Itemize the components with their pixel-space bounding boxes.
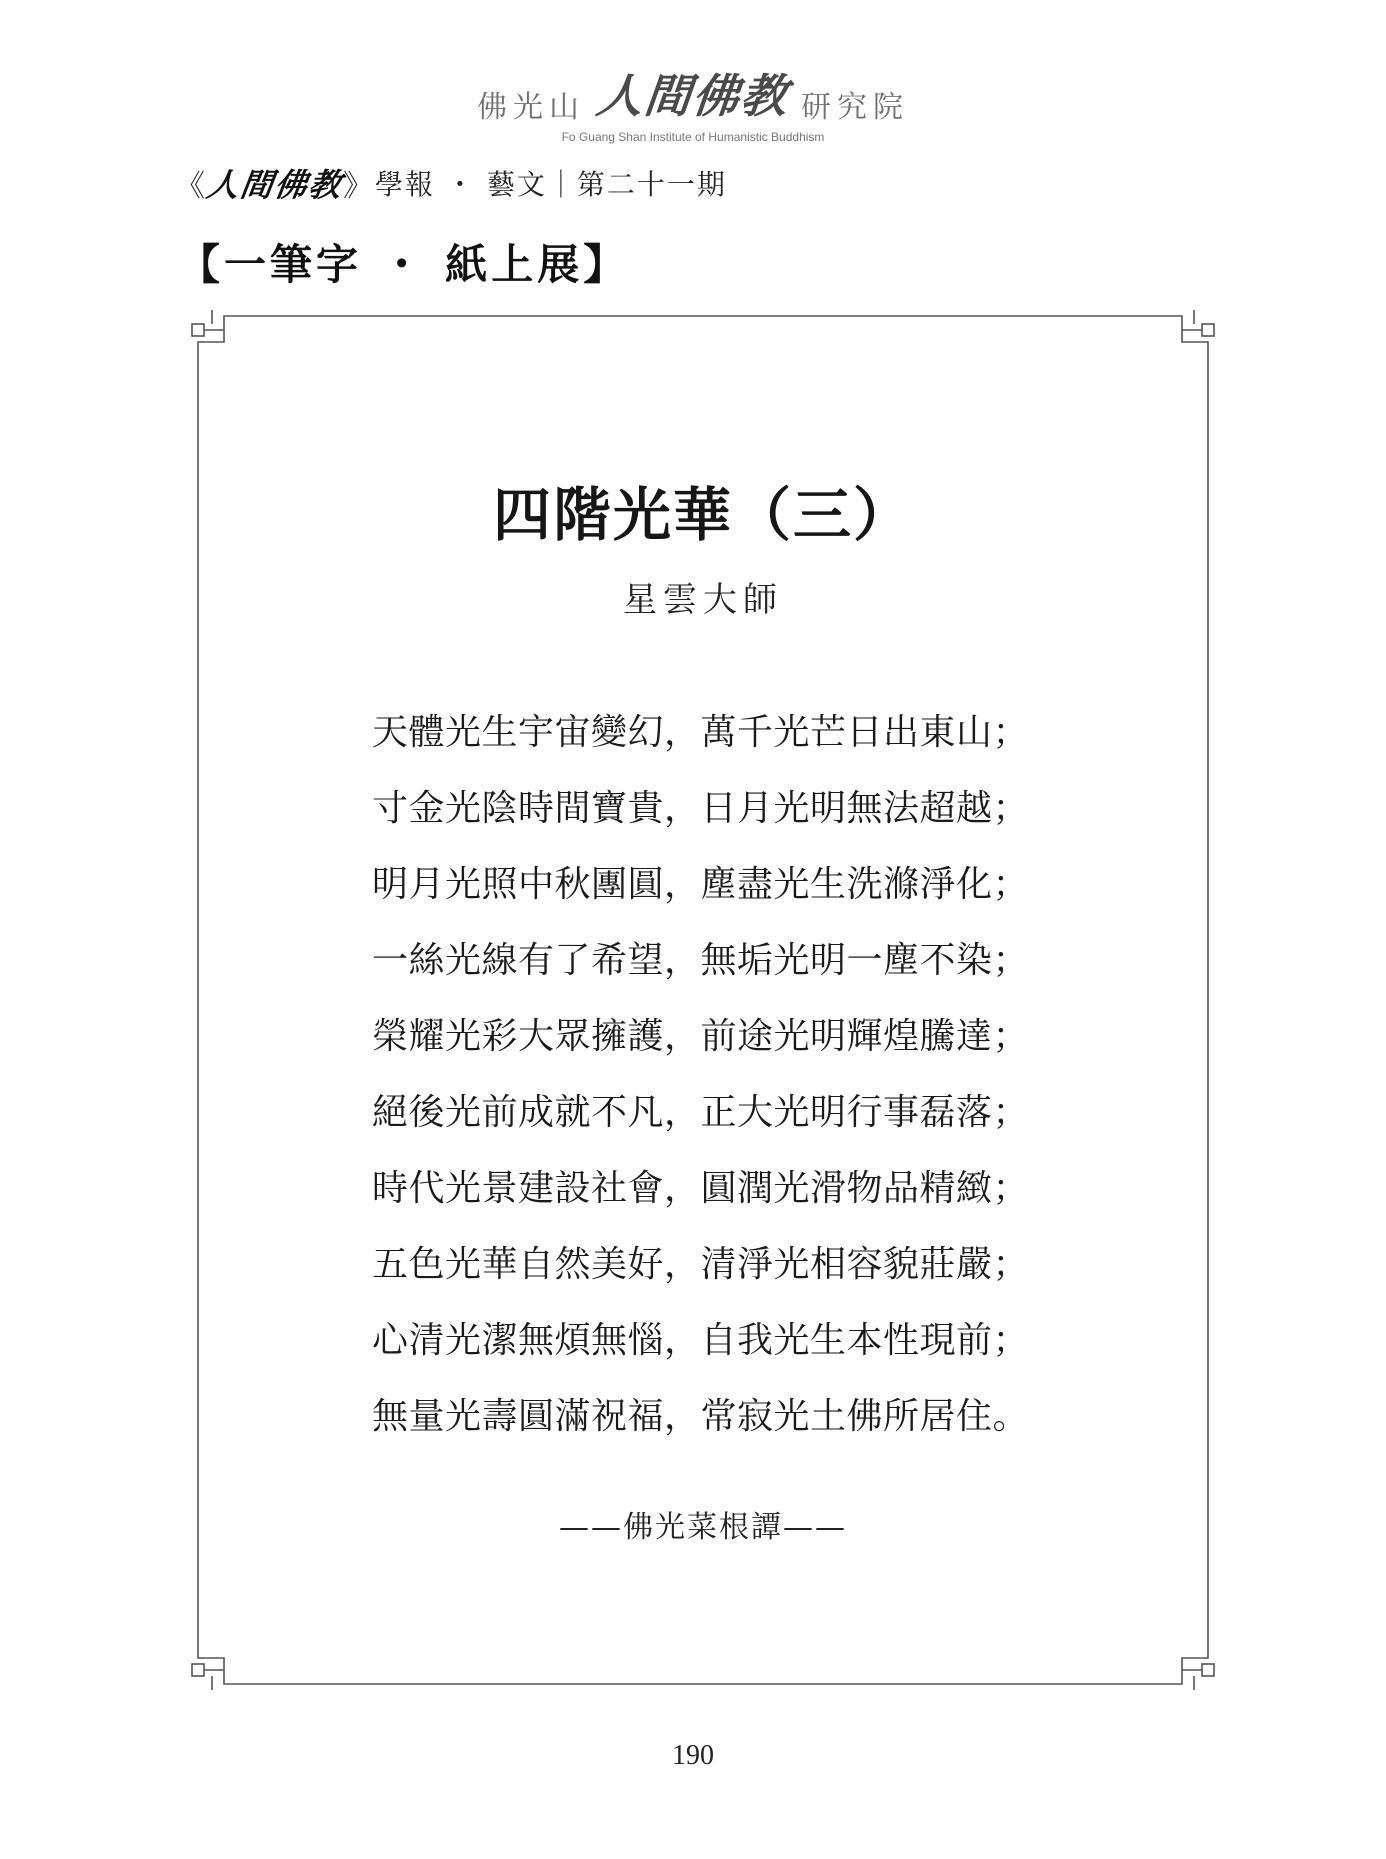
poem-line: 明月光照中秋團圓，塵盡光生洗滌淨化；	[372, 864, 1030, 905]
poem-line: 心清光潔無煩無惱，自我光生本性現前；	[372, 1320, 1030, 1361]
artwork-author: 星雲大師	[623, 580, 783, 620]
institute-prefix: 佛光山	[477, 90, 585, 125]
poem-line: 榮耀光彩大眾擁護，前途光明輝煌騰達；	[372, 1016, 1030, 1057]
poem-line: 絕後光前成就不凡，正大光明行事磊落；	[372, 1092, 1030, 1133]
journal-name-calligraphy: 人間佛教	[204, 166, 346, 204]
poem-line: 時代光景建設社會，圓潤光滑物品精緻；	[372, 1168, 1030, 1209]
page-number: 190	[672, 1740, 714, 1771]
poem-source: ——佛光菜根譚——	[559, 1510, 847, 1545]
poem-line: 寸金光陰時間寶貴，日月光明無法超越；	[372, 788, 1030, 829]
poem-line: 天體光生宇宙變幻，萬千光芒日出東山；	[372, 712, 1030, 753]
institute-brand-calligraphy: 人間佛教	[593, 69, 792, 123]
section-title: 【一筆字 ・ 紙上展】	[178, 240, 630, 289]
poem	[372, 708, 1052, 1468]
journal-open-bracket: 《	[175, 169, 207, 204]
artwork-title: 四階光華（三）	[492, 481, 913, 549]
institute-suffix: 研究院	[801, 90, 909, 125]
institute-english-name: Fo Guang Shan Institute of Humanistic Buddhism	[561, 130, 825, 144]
artwork-content	[184, 302, 1222, 1698]
journal-header	[175, 160, 727, 206]
poem-line: 一絲光線有了希望，無垢光明一塵不染；	[372, 940, 1030, 981]
institute-logo	[477, 60, 909, 126]
journal-close-bracket: 》	[343, 169, 376, 204]
journal-issue-info: 學報 ・ 藝文｜第二十一期	[375, 168, 727, 201]
artwork-frame	[184, 302, 1222, 1698]
poem-line: 無量光壽圓滿祝福，常寂光土佛所居住。	[372, 1396, 1030, 1437]
poem-line: 五色光華自然美好，清淨光相容貌莊嚴；	[372, 1244, 1030, 1285]
institute-header	[0, 60, 1386, 144]
